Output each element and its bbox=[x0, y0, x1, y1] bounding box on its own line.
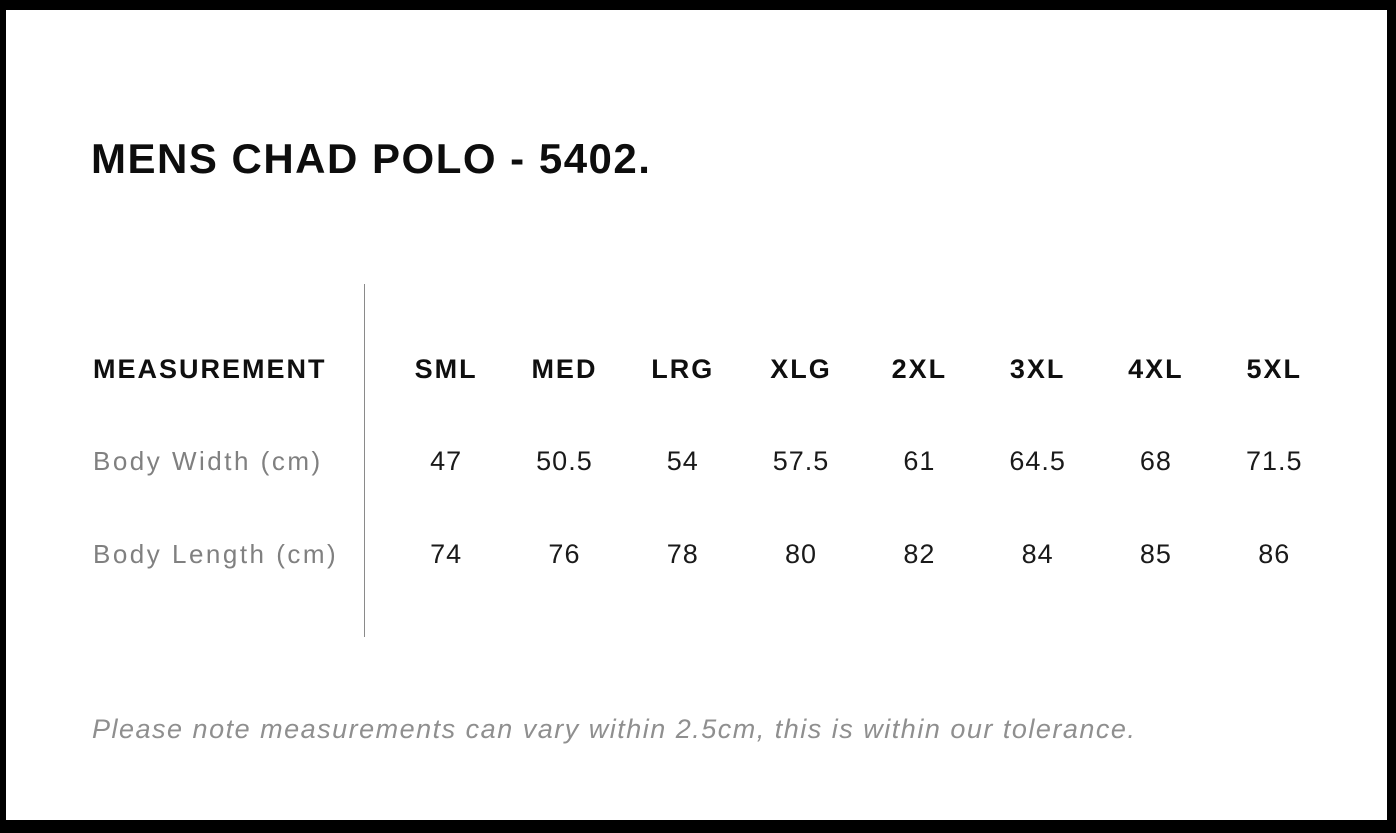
table-row-body-length bbox=[93, 508, 1333, 601]
body-length-value-5xl: 86 bbox=[1258, 538, 1291, 569]
row-label-body-length: Body Length (cm) bbox=[93, 538, 339, 569]
size-header-2xl: 2XL bbox=[891, 353, 948, 384]
page-title: MENS CHAD POLO - 5402. bbox=[91, 135, 652, 183]
body-length-value-3xl: 84 bbox=[1021, 538, 1054, 569]
body-length-value-2xl: 82 bbox=[903, 538, 936, 569]
body-width-value-med: 50.5 bbox=[536, 446, 593, 477]
body-length-value-lrg: 78 bbox=[666, 538, 699, 569]
tolerance-note: Please note measurements can vary within 2.5cm, this is within our tolerance. bbox=[92, 714, 1137, 744]
measurement-column-header: MEASUREMENT bbox=[93, 353, 327, 384]
body-width-value-5xl: 71.5 bbox=[1245, 446, 1303, 477]
size-header-4xl: 4XL bbox=[1128, 353, 1184, 384]
size-header-3xl: 3XL bbox=[1009, 353, 1066, 384]
size-header-lrg: LRG bbox=[651, 353, 715, 384]
size-header-med: MED bbox=[531, 353, 598, 384]
body-width-value-3xl: 64.5 bbox=[1009, 446, 1066, 477]
size-header-5xl: 5XL bbox=[1246, 353, 1302, 384]
size-table-header-row bbox=[93, 323, 1333, 416]
table-row-body-width bbox=[93, 416, 1333, 509]
body-length-value-med: 76 bbox=[548, 538, 581, 569]
body-length-value-4xl: 85 bbox=[1139, 538, 1172, 569]
body-width-value-xlg: 57.5 bbox=[772, 446, 830, 477]
body-length-value-sml: 74 bbox=[430, 538, 463, 569]
size-header-sml: SML bbox=[414, 353, 478, 384]
body-length-value-xlg: 80 bbox=[785, 538, 818, 569]
body-width-value-2xl: 61 bbox=[903, 446, 936, 477]
row-label-body-width: Body Width (cm) bbox=[93, 446, 323, 477]
size-table bbox=[93, 323, 1333, 601]
size-header-xlg: XLG bbox=[770, 353, 832, 384]
body-width-value-sml: 47 bbox=[430, 446, 463, 477]
body-width-value-lrg: 54 bbox=[666, 446, 699, 477]
body-width-value-4xl: 68 bbox=[1139, 446, 1172, 477]
